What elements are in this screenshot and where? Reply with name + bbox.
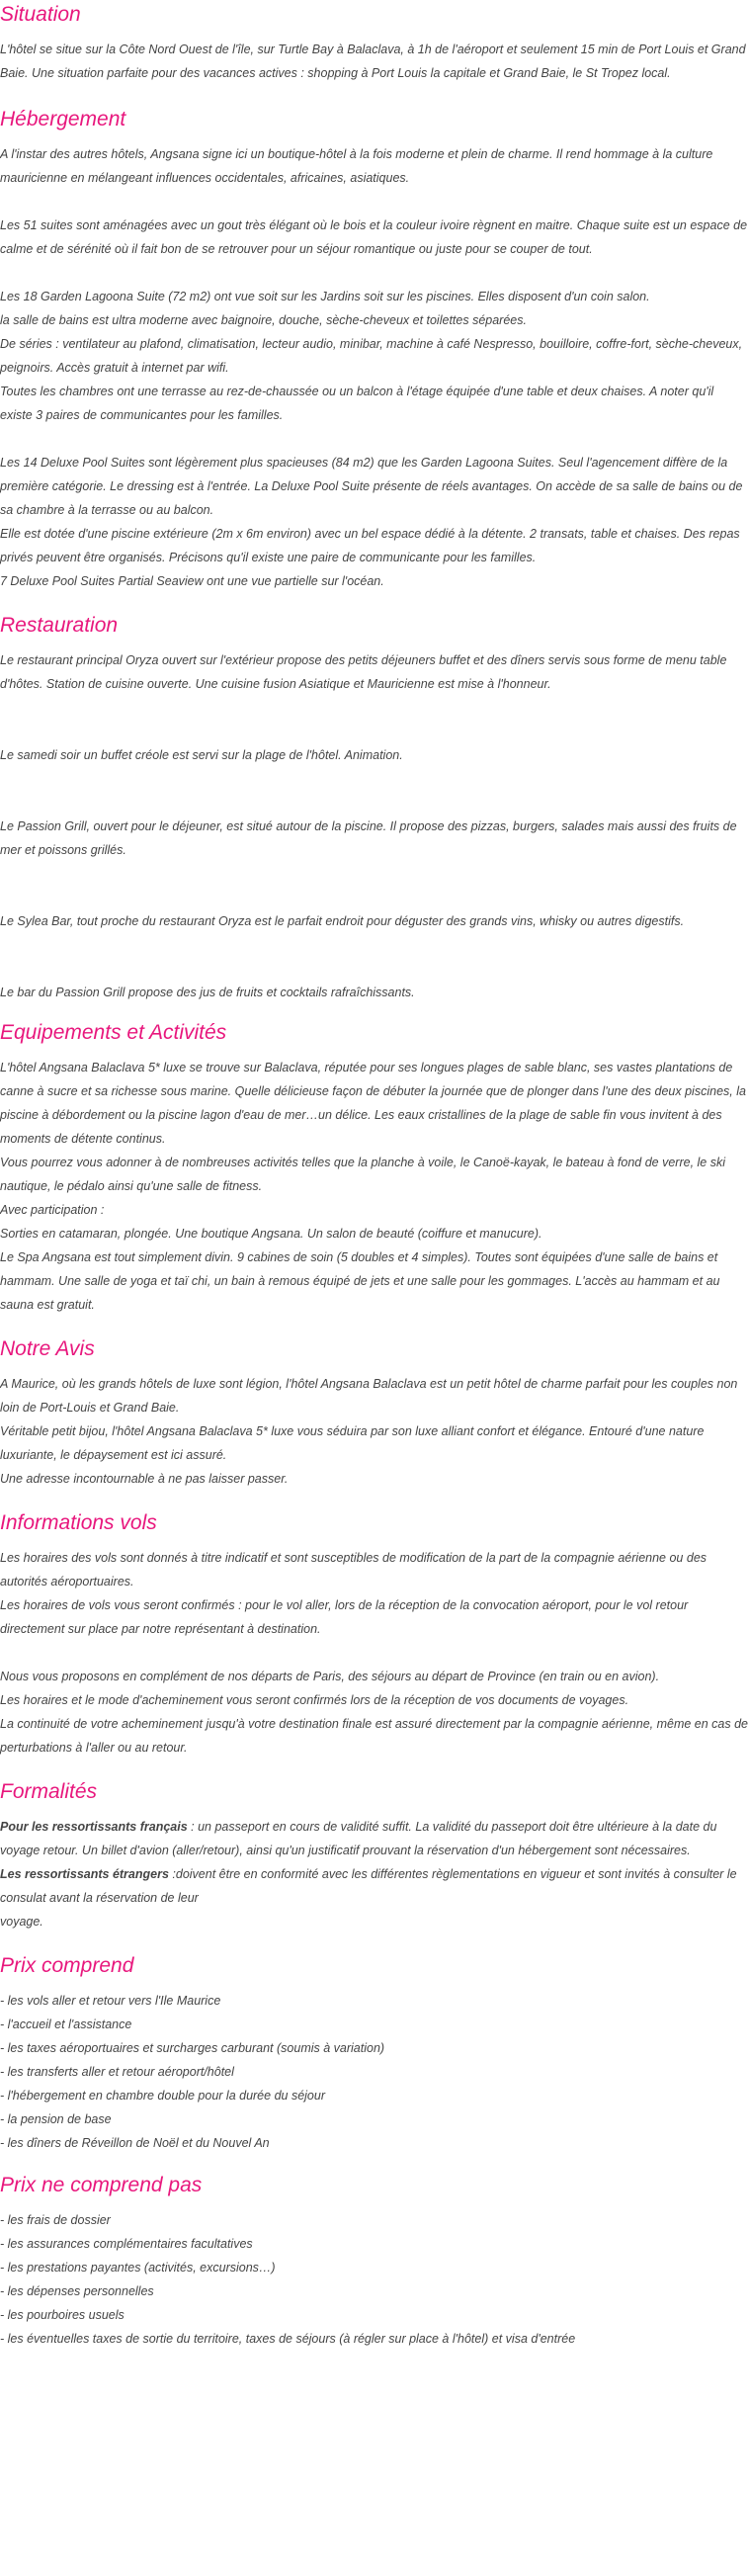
section-title-avis: Notre Avis (0, 1337, 95, 1360)
formalites-etrangers (0, 1862, 749, 1910)
list-item: - les taxes aéroportuaires et surcharges carburant (soumis à variation) (0, 2041, 385, 2055)
section-avis (0, 1317, 749, 1491)
garden-suite-line-1: Les 18 Garden Lagoona Suite (72 m2) ont vue soit sur les Jardins soit sur les piscines. Elles disposent d'un coin salon. (0, 290, 650, 303)
section-title-situation: Situation (0, 3, 81, 26)
avis-line-2: Véritable petit bijou, l'hôtel Angsana Balaclava 5* luxe vous séduira par son luxe alliant confort et élégance. Entouré d'une nature luxuriante, le dépaysement est ici assuré. (0, 1424, 705, 1462)
list-item: - les éventuelles taxes de sortie du territoire, taxes de séjours (à régler sur place à l'hôtel) et visa d'entrée (0, 2332, 576, 2346)
pool-suite-line-1: Les 14 Deluxe Pool Suites sont légèrement plus spacieuses (84 m2) que les Garden Lagoona Suites. Seul l'agencement diffère de la première catégorie. Le dressing est à l'entrée. La Deluxe Pool Suite présente de réels avantages. On accède de sa salle de bains ou de sa chambre à la terrasse ou au balcon. (0, 456, 743, 517)
infos-line-4: Les horaires et le mode d'acheminement vous seront confirmés lors de la réception de vos documents de voyages. (0, 1693, 629, 1707)
list-item: - les pourboires usuels (0, 2308, 125, 2322)
formalites-francais (0, 1815, 749, 1862)
equipements-line-1: L'hôtel Angsana Balaclava 5* luxe se trouve sur Balaclava, réputée pour ses longues plages de sable blanc, ses vastes plantations de canne à sucre et sa richesse sous marine. Quelle délicieuse façon de débuter la journée que de plonger dans l'une des deux piscines, la piscine à débordement ou la piscine lagon d'eau de mer…un délice. Les eaux cristallines de la plage de sable fin vous invitent à des moments de détente continus. (0, 1061, 746, 1146)
infos-line-3: Nous vous proposons en complément de nos départs de Paris, des séjours au départ de Province (en train ou en avion). (0, 1670, 660, 1683)
restauration-buffet: Le samedi soir un buffet créole est servi sur la plage de l'hôtel. Animation. (0, 748, 403, 762)
section-title-prix-comprend: Prix comprend (0, 1954, 134, 1977)
list-item: - les assurances complémentaires facultatives (0, 2237, 253, 2251)
garden-suite-line-3: De séries : ventilateur au plafond, climatisation, lecteur audio, minibar, machine à café Nespresso, bouilloire, coffre-fort, sèche-cheveux, peignoirs. Accès gratuit à internet par wifi. (0, 337, 743, 375)
equipements-line-2: Vous pourrez vous adonner à de nombreuses activités telles que la planche à voile, le Canoë-kayak, le bateau à fond de verre, le ski nautique, le pédalo ainsi qu'une salle de fitness. (0, 1156, 726, 1193)
list-item: - la pension de base (0, 2112, 112, 2126)
section-title-informations-vols: Informations vols (0, 1511, 157, 1534)
list-item: - les transferts aller et retour aéroport/hôtel (0, 2065, 234, 2079)
list-item: - l'accueil et l'assistance (0, 2018, 132, 2031)
formalites-etrangers-label: Les ressortissants étrangers (0, 1867, 169, 1881)
equipements-line-5: Le Spa Angsana est tout simplement divin. 9 cabines de soin (5 doubles et 4 simples). Toutes sont équipées d'une salle de bains et hammam. Une salle de yoga et taï chi, un bain à remous équipé de jets et une salle pour les gommages. L'accès au hammam et au sauna est gratuit. (0, 1250, 720, 1312)
section-title-formalites: Formalités (0, 1780, 98, 1803)
list-item: - les dîners de Réveillon de Noël et du Nouvel An (0, 2136, 270, 2150)
restauration-oryza: Le restaurant principal Oryza ouvert sur l'extérieur propose des petits déjeuners buffet et des dîners servis sous forme de menu table d'hôtes. Station de cuisine ouverte. Une cuisine fusion Asiatique et Mauricienne est mise à l'honneur. (0, 653, 727, 691)
infos-line-1: Les horaires des vols sont donnés à titre indicatif et sont susceptibles de modification de la part de la compagnie aérienne ou des autorités aéroportuaires. (0, 1551, 707, 1589)
formalites-francais-text: : un passeport en cours de validité suffit. La validité du passeport doit être ultérieure à la date du voyage retour. Un billet d'avion (aller/retour), ainsi qu'un justificatif prouvant la réservation d'un hébergement sont nécessaires. (0, 1820, 717, 1857)
equipements-line-3: Avec participation : (0, 1203, 105, 1217)
section-formalites (0, 1760, 749, 1933)
equipements-line-4: Sorties en catamaran, plongée. Une boutique Angsana. Un salon de beauté (coiffure et manucure). (0, 1227, 542, 1241)
prix-ne-comprend-pas-list (0, 2208, 749, 2351)
infos-line-2: Les horaires de vols vous seront confirmés : pour le vol aller, lors de la réception de la convocation aéroport, pour le vol retour directement sur place par notre représentant à destination. (0, 1598, 689, 1636)
list-item: - les vols aller et retour vers l'Ile Maurice (0, 1994, 221, 2008)
infos-line-5: La continuité de votre acheminement jusqu'à votre destination finale est assuré directement par la compagnie aérienne, même en cas de perturbations à l'aller ou au retour. (0, 1717, 748, 1755)
section-title-restauration: Restauration (0, 614, 119, 637)
garden-suite-line-2: la salle de bains est ultra moderne avec baignoire, douche, sèche-cheveux et toilettes séparées. (0, 313, 527, 327)
section-title-hebergement: Hébergement (0, 108, 126, 130)
section-title-prix-ne-comprend-pas: Prix ne comprend pas (0, 2174, 203, 2196)
avis-line-1: A Maurice, où les grands hôtels de luxe sont légion, l'hôtel Angsana Balaclava est un petit hôtel de charme parfait pour les couples non loin de Port-Louis et Grand Baie. (0, 1377, 738, 1415)
pool-suite-line-3: 7 Deluxe Pool Suites Partial Seaview ont une vue partielle sur l'océan. (0, 574, 384, 588)
restauration-bar: Le bar du Passion Grill propose des jus de fruits et cocktails rafraîchissants. (0, 986, 415, 999)
prix-comprend-list (0, 1989, 749, 2155)
section-informations-vols (0, 1491, 749, 1760)
hebergement-intro: A l'instar des autres hôtels, Angsana signe ici un boutique-hôtel à la fois moderne et plein de charme. Il rend hommage à la culture mauricienne en mélangeant influences occidentales, africaines, asiatiques. (0, 147, 713, 185)
section-title-equipements: Equipements et Activités (0, 1021, 227, 1044)
section-equipements (0, 1004, 749, 1317)
formalites-voyage: voyage. (0, 1915, 43, 1929)
section-prix-comprend (0, 1933, 749, 2155)
avis-line-3: Une adresse incontournable à ne pas laisser passer. (0, 1472, 289, 1486)
hebergement-suites: Les 51 suites sont aménagées avec un gout très élégant où le bois et la couleur ivoire règnent en maitre. Chaque suite est un espace de calme et de sérénité où il fait bon de se retrouver pour un séjour romantique ou juste pour se couper de tout. (0, 218, 748, 256)
section-restauration (0, 593, 749, 1004)
list-item: - les frais de dossier (0, 2213, 111, 2227)
section-hebergement (0, 85, 749, 593)
section-prix-ne-comprend-pas (0, 2155, 749, 2351)
formalites-francais-label: Pour les ressortissants français (0, 1820, 188, 1834)
garden-suite-line-4: Toutes les chambres ont une terrasse au rez-de-chaussée ou un balcon à l'étage équipée d'une table et deux chaises. A noter qu'il existe 3 paires de communicantes pour les familles. (0, 385, 714, 422)
list-item: - les dépenses personnelles (0, 2284, 154, 2298)
list-item: - les prestations payantes (activités, excursions…) (0, 2261, 276, 2275)
formalites-etrangers-text: :doivent être en conformité avec les différentes règlementations en vigueur et sont invités à consulter le consulat avant la réservation de leur (0, 1867, 737, 1905)
restauration-sylea-bar: Le Sylea Bar, tout proche du restaurant Oryza est le parfait endroit pour déguster des grands vins, whisky ou autres digestifs. (0, 914, 685, 928)
pool-suite-line-2: Elle est dotée d'une piscine extérieure (2m x 6m environ) avec un bel espace dédié à la détente. 2 transats, table et chaises. Des repas privés peuvent être organisés. Précisons qu'il existe une paire de communicante pour les familles. (0, 527, 740, 564)
situation-text: L'hôtel se situe sur la Côte Nord Ouest de l'île, sur Turtle Bay à Balaclava, à 1h de l'aéroport et seulement 15 min de Port Louis et Grand Baie. Une situation parfaite pour des vacances actives : shopping à Port Louis la capitale et Grand Baie, le St Tropez local. (0, 43, 746, 80)
restauration-passion-grill: Le Passion Grill, ouvert pour le déjeuner, est situé autour de la piscine. Il propose des pizzas, burgers, salades mais aussi des fruits de mer et poissons grillés. (0, 819, 737, 857)
list-item: - l'hébergement en chambre double pour la durée du séjour (0, 2089, 325, 2103)
section-situation (0, 0, 749, 85)
